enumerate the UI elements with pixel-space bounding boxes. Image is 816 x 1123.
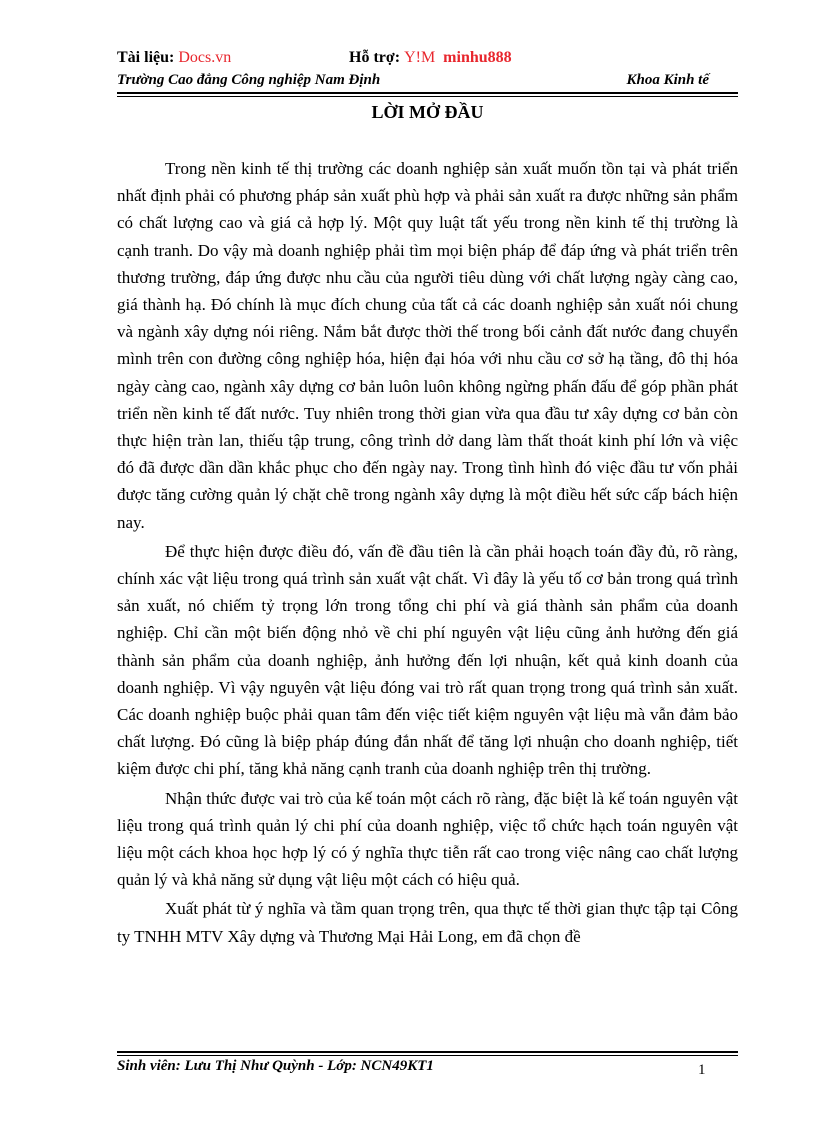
- footer-student-info: Sinh viên: Lưu Thị Như Quỳnh - Lớp: NCN49KT1: [117, 1058, 434, 1074]
- footer-rule-top: [117, 1051, 738, 1053]
- paragraph: Nhận thức được vai trò của kế toán một cách rõ ràng, đặc biệt là kế toán nguyên vật liệu trong quá trình quản lý chi phí của doanh nghiệp, việc tổ chức hạch toán nguyên vật liệu một cách khoa học hợp lý có ý nghĩa thực tiễn rất cao trong việc nâng cao chất lượng quản lý và khả năng sử dụng vật liệu một cách có hiệu quả.: [117, 788, 738, 890]
- paragraph: Trong nền kinh tế thị trường các doanh nghiệp sản xuất muốn tồn tại và phát triển nhất định phải có phương pháp sản xuất phù hợp và phải sản xuất ra được những sản phẩm có chất lượng cao và giá cả hợp lý. Một quy luật tất yếu trong nền kinh tế thị trường là cạnh tranh. Do vậy mà doanh nghiệp phải tìm mọi biện pháp để đáp ứng và phát triển trên thương trường, đáp ứng được nhu cầu của người tiêu dùng với chất lượng ngày càng cao, giá thành hạ. Đó chính là mục đích chung của tất cả các doanh nghiệp sản xuất nói chung và ngành xây dựng nói riêng. Nắm bắt được thời thế trong bối cảnh đất nước đang chuyển mình trên con đường công nghiệp hóa, hiện đại hóa với nhu cầu cơ sở hạ tầng, đô thị hóa ngày càng cao, ngành xây dựng cơ bản luôn luôn không ngừng phấn đấu để góp phần phát triển nền kinh tế đất nước. Tuy nhiên trong thời gian vừa qua đầu tư xây dựng cơ bản còn thực hiện tràn lan, thiếu tập trung, công trình dở dang làm thất thoát kinh phí lớn và việc đó đã được dần dần khắc phục cho đến ngày nay. Trong tình hình đó việc đầu tư vốn phải được tăng cường quản lý chặt chẽ trong ngành xây dựng là một điều hết sức cấp bách hiện nay.: [117, 159, 738, 532]
- page-number: 1: [698, 1062, 706, 1078]
- document-body: [117, 155, 738, 950]
- support-label: Hỗ trợ: [349, 49, 395, 66]
- department-name: Khoa Kinh tế: [626, 72, 709, 88]
- paragraph: Để thực hiện được điều đó, vấn đề đầu tiên là cần phải hoạch toán đầy đủ, rõ ràng, chính xác vật liệu trong quá trình sản xuất vật chất. Vì đây là yếu tố cơ bản trong quá trình sản xuất, nó chiếm tỷ trọng lớn trong tổng chi phí và giá thành sản phẩm của doanh nghiệp. Chỉ cần một biến động nhỏ về chi phí nguyên vật liệu cũng ảnh hưởng đến giá thành sản phẩm của doanh nghiệp, ảnh hưởng đến lợi nhuận, kết quả kinh doanh của doanh nghiệp. Vì vậy nguyên vật liệu đóng vai trò rất quan trọng trong quá trình sản xuất. Các doanh nghiệp buộc phải quan tâm đến việc tiết kiệm nguyên vật liệu mà vẫn đảm bảo chất lượng. Đó cũng là biệp pháp đúng đắn nhất để tăng lợi nhuận cho doanh nghiệp, tiết kiệm được chi phí, tăng khả năng cạnh tranh của doanh nghiệp trên thị trường.: [117, 541, 738, 779]
- header-rule-top: [117, 92, 738, 94]
- support-info: Hỗ trợ: Y!M minhu888: [349, 49, 512, 66]
- running-header: [117, 70, 709, 90]
- source-label: Tài liệu: [117, 49, 170, 66]
- paragraph: Xuất phát từ ý nghĩa và tầm quan trọng trên, qua thực tế thời gian thực tập tại Công ty TNHH MTV Xây dựng và Thương Mại Hải Long, em đã chọn đề: [117, 899, 738, 946]
- school-name: Trường Cao đẳng Công nghiệp Nam Định: [117, 72, 381, 88]
- support-id[interactable]: minhu888: [443, 49, 512, 66]
- header-rule-bottom: [117, 96, 738, 97]
- source-link[interactable]: Docs.vn: [178, 49, 232, 66]
- page-title: LỜI MỞ ĐẦU: [371, 102, 484, 122]
- top-source-bar: Tài liệu: Docs.vn Hỗ trợ: Y!M minhu888: [117, 49, 512, 66]
- support-ym: Y!M: [404, 49, 436, 66]
